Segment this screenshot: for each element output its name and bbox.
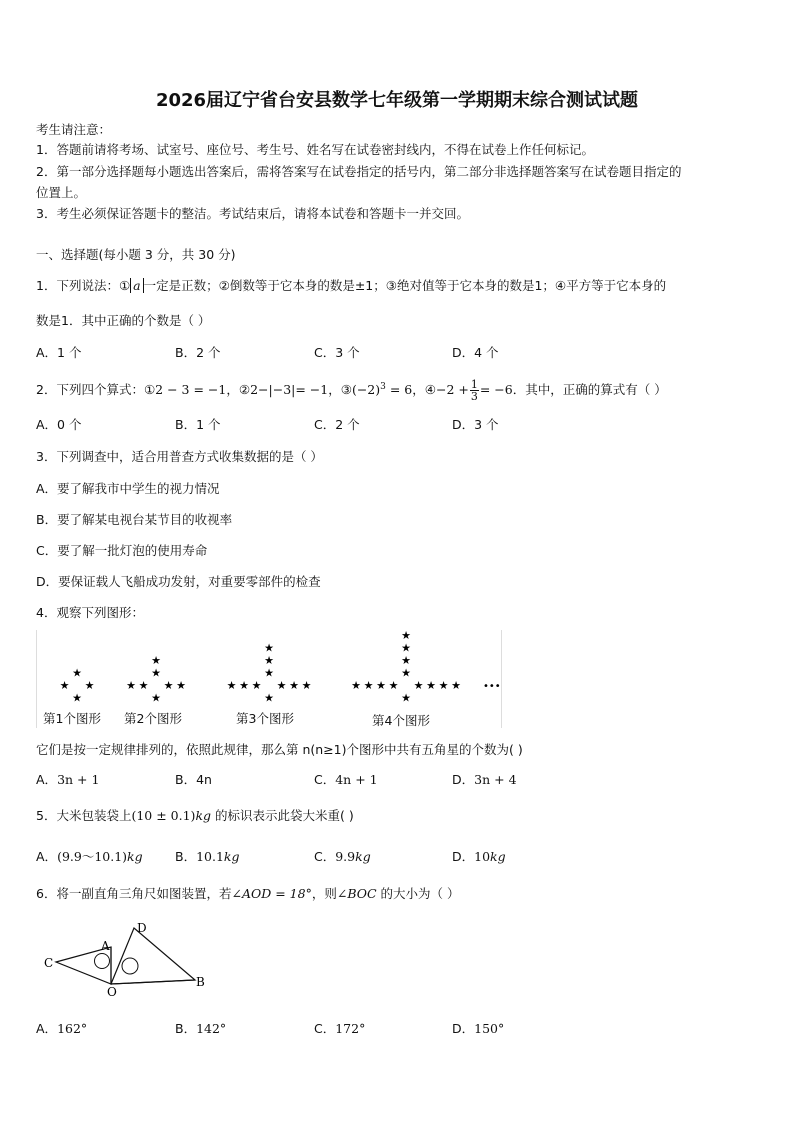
star-icon: ★ <box>264 654 274 667</box>
q6-option-b[interactable] <box>175 1019 226 1037</box>
star-icon: ★ <box>163 679 174 692</box>
option-math: 10.1 <box>196 849 224 864</box>
q6-angle-boc: ∠BOC <box>336 886 377 901</box>
option-unit: kg <box>355 849 371 864</box>
option-unit: kg <box>127 849 143 864</box>
figure-label: 第2个图形 <box>124 711 182 726</box>
q2-expr-4: −2 + <box>435 382 469 398</box>
star-icon: ★ <box>151 666 161 680</box>
figure-label: 第3个图形 <box>236 711 294 726</box>
q2-lead: 2．下列四个算式：① <box>36 382 156 398</box>
ruler-triangle-right <box>111 928 195 984</box>
q5-option-b[interactable] <box>175 847 240 865</box>
q2-sep: ，② <box>226 382 251 398</box>
q1-option-c[interactable]: C．3 个 <box>314 345 360 360</box>
star-icon: ★ <box>451 679 461 692</box>
option-letter: C． <box>314 772 336 787</box>
q4-option-c[interactable] <box>314 770 378 788</box>
option-math: 4n + 1 <box>335 772 378 787</box>
option-math: 142° <box>196 1021 227 1036</box>
notice-heading: 考生请注意： <box>36 122 112 137</box>
star-icon: ★ <box>413 679 424 692</box>
option-math: 3n + 1 <box>57 772 100 787</box>
notice-item: 3．考生必须保证答题卡的整洁。考试结束后，请将本试卷和答题卡一并交回。 <box>36 206 469 221</box>
q2-tail: ．其中，正确的算式有（ ） <box>512 382 667 398</box>
q2-sep: ，④ <box>412 382 436 398</box>
star-icon: ★ <box>401 666 411 680</box>
option-math: 162° <box>57 1021 88 1036</box>
star-icon: ★ <box>264 641 274 655</box>
option-math: 3n + 4 <box>474 772 517 787</box>
option-letter: D． <box>452 1021 475 1036</box>
section-heading: 一、选择题(每小题 3 分，共 30 分) <box>36 247 236 262</box>
star-icon: ★ <box>176 679 186 692</box>
option-math: (9.9～10.1) <box>57 849 128 864</box>
option-letter: B．4n <box>175 772 212 787</box>
star-icon: ★ <box>264 666 274 680</box>
star-icon: ★ <box>401 691 411 705</box>
label-b: B <box>196 975 205 989</box>
star-icon: ★ <box>426 679 436 692</box>
option-letter: C． <box>314 1021 336 1036</box>
star-icon: ★ <box>401 630 411 642</box>
label-d: D <box>137 921 147 935</box>
option-letter: D． <box>452 849 475 864</box>
q2-option-a[interactable]: A．0 个 <box>36 417 82 432</box>
question-1-line2: 数是1．其中正确的个数是（ ） <box>36 313 211 328</box>
figure-label: 第4个图形 <box>372 713 430 728</box>
q6-option-a[interactable] <box>36 1019 87 1037</box>
option-letter: D． <box>452 772 475 787</box>
q6-mid: ，则 <box>311 886 337 901</box>
question-3: 3．下列调查中，适合用普查方式收集数据的是（ ） <box>36 449 323 464</box>
ruler-hole-left <box>95 954 110 969</box>
option-letter: A． <box>36 772 58 787</box>
triangle-rulers-diagram <box>38 918 218 1000</box>
star-icon: ★ <box>264 691 274 705</box>
q6-option-c[interactable] <box>314 1019 365 1037</box>
q5-tail: 的标识表示此袋大米重( ) <box>211 808 354 823</box>
option-math: 9.9 <box>335 849 356 864</box>
abs-value: a <box>130 278 143 293</box>
label-c: C <box>44 956 54 970</box>
q3-option-b[interactable]: B．要了解某电视台某节目的收视率 <box>36 512 233 527</box>
q5-math: (10 ± 0.1) <box>131 808 196 823</box>
q6-tail: 的大小为（ ） <box>376 886 460 901</box>
star-icon: ★ <box>289 679 299 692</box>
label-a: A <box>101 939 110 953</box>
option-unit: kg <box>490 849 506 864</box>
option-letter: B． <box>175 1021 197 1036</box>
star-icon: ★ <box>388 679 399 692</box>
ellipsis-icon: ••• <box>483 681 501 692</box>
option-letter: A． <box>36 1021 58 1036</box>
star-icon: ★ <box>276 679 287 692</box>
star-icon: ★ <box>138 679 149 692</box>
q2-option-b[interactable]: B．1 个 <box>175 417 221 432</box>
star-icon: ★ <box>84 679 95 692</box>
star-icon: ★ <box>438 679 449 692</box>
star-icon: ★ <box>401 641 411 655</box>
question-2 <box>36 372 667 405</box>
question-4: 4．观察下列图形： <box>36 605 144 620</box>
option-letter: B． <box>175 849 197 864</box>
segment-ob <box>111 980 195 984</box>
star-icon: ★ <box>301 679 312 692</box>
page-title: 2026届辽宁省台安县数学七年级第一学期期末综合测试试题 <box>155 90 639 111</box>
q3-option-d[interactable]: D．要保证载人飞船成功发射，对重要零部件的检查 <box>36 574 321 589</box>
option-letter: C． <box>314 849 336 864</box>
star-icon: ★ <box>151 691 161 705</box>
star-icon: ★ <box>59 679 70 692</box>
q2-expr-1: 2 − 3 = −1 <box>155 382 227 398</box>
option-math: 150° <box>474 1021 505 1036</box>
q2-expr-3: (−2) <box>351 382 381 398</box>
notice-item: 位置上。 <box>36 185 87 200</box>
q6-angle-aod: ∠AOD = 18° <box>231 886 312 901</box>
q5-option-d[interactable] <box>452 847 506 865</box>
star-icon: ★ <box>401 654 411 667</box>
q4-option-d[interactable] <box>452 770 517 788</box>
fraction-denominator: 3 <box>470 390 478 404</box>
q1-text-b: 一定是正数；②倒数等于它本身的数是±1；③绝对值等于它本身的数是1；④平方等于它本身的 <box>143 278 667 293</box>
q3-option-a[interactable]: A．要了解我市中学生的视力情况 <box>36 481 220 496</box>
q5-unit: kg <box>195 808 212 823</box>
question-1-line1 <box>36 276 666 294</box>
option-unit: kg <box>223 849 240 864</box>
q4-question: 它们是按一定规律排列的，依照此规律，那么第 n(n≥1)个图形中共有五角星的个数为( ) <box>36 742 523 757</box>
star-icon: ★ <box>239 679 249 692</box>
q1-option-d[interactable]: D．4 个 <box>452 345 499 360</box>
q4-option-b[interactable] <box>175 770 212 788</box>
option-letter: A． <box>36 849 58 864</box>
q2-expr-2: 2−|−3|= −1 <box>250 382 329 398</box>
option-math: 10 <box>474 849 491 864</box>
q6-lead: 6．将一副直角三角尺如图装置，若 <box>36 886 232 901</box>
q2-expr-3b: = 6 <box>385 382 413 398</box>
q4-option-a[interactable] <box>36 770 99 788</box>
star-icon: ★ <box>363 679 374 692</box>
q2-option-d[interactable]: D．3 个 <box>452 417 499 432</box>
star-icon: ★ <box>351 679 361 692</box>
notice-item: 1．答题前请将考场、试室号、座位号、考生号、姓名写在试卷密封线内，不得在试卷上作任何标记。 <box>36 142 594 157</box>
question-5 <box>36 806 354 824</box>
fraction-numerator: 1 <box>470 378 478 392</box>
q3-option-c[interactable]: C．要了解一批灯泡的使用寿命 <box>36 543 208 558</box>
label-o: O <box>107 985 117 999</box>
star-icon: ★ <box>251 679 262 692</box>
q2-sep: ，③ <box>328 382 352 398</box>
fraction <box>470 379 479 402</box>
q6-option-d[interactable] <box>452 1019 504 1037</box>
q1-option-a[interactable]: A．1 个 <box>36 345 82 360</box>
star-icon: ★ <box>126 679 136 692</box>
q1-text-a: 1．下列说法：① <box>36 278 131 293</box>
notice-item: 2．第一部分选择题每小题选出答案后，需将答案写在试卷指定的括号内，第二部分非选择题答案写在试卷题目指定的 <box>36 164 682 179</box>
q2-option-c[interactable]: C．2 个 <box>314 417 360 432</box>
figure-label: 第1个图形 <box>43 711 101 726</box>
star-icon: ★ <box>151 654 161 667</box>
q5-option-a[interactable] <box>36 847 143 865</box>
star-icon: ★ <box>226 679 237 692</box>
q5-option-c[interactable] <box>314 847 371 865</box>
ruler-hole-right <box>122 958 138 974</box>
q2-expr-4b: = −6 <box>479 382 513 398</box>
option-math: 172° <box>335 1021 366 1036</box>
q2-exponent: 3 <box>380 382 386 392</box>
star-icon: ★ <box>72 691 82 705</box>
star-icon: ★ <box>376 679 386 692</box>
q5-lead: 5．大米包装袋上 <box>36 808 132 823</box>
q1-option-b[interactable]: B．2 个 <box>175 345 221 360</box>
question-6 <box>36 884 460 902</box>
star-icon: ★ <box>72 666 82 680</box>
